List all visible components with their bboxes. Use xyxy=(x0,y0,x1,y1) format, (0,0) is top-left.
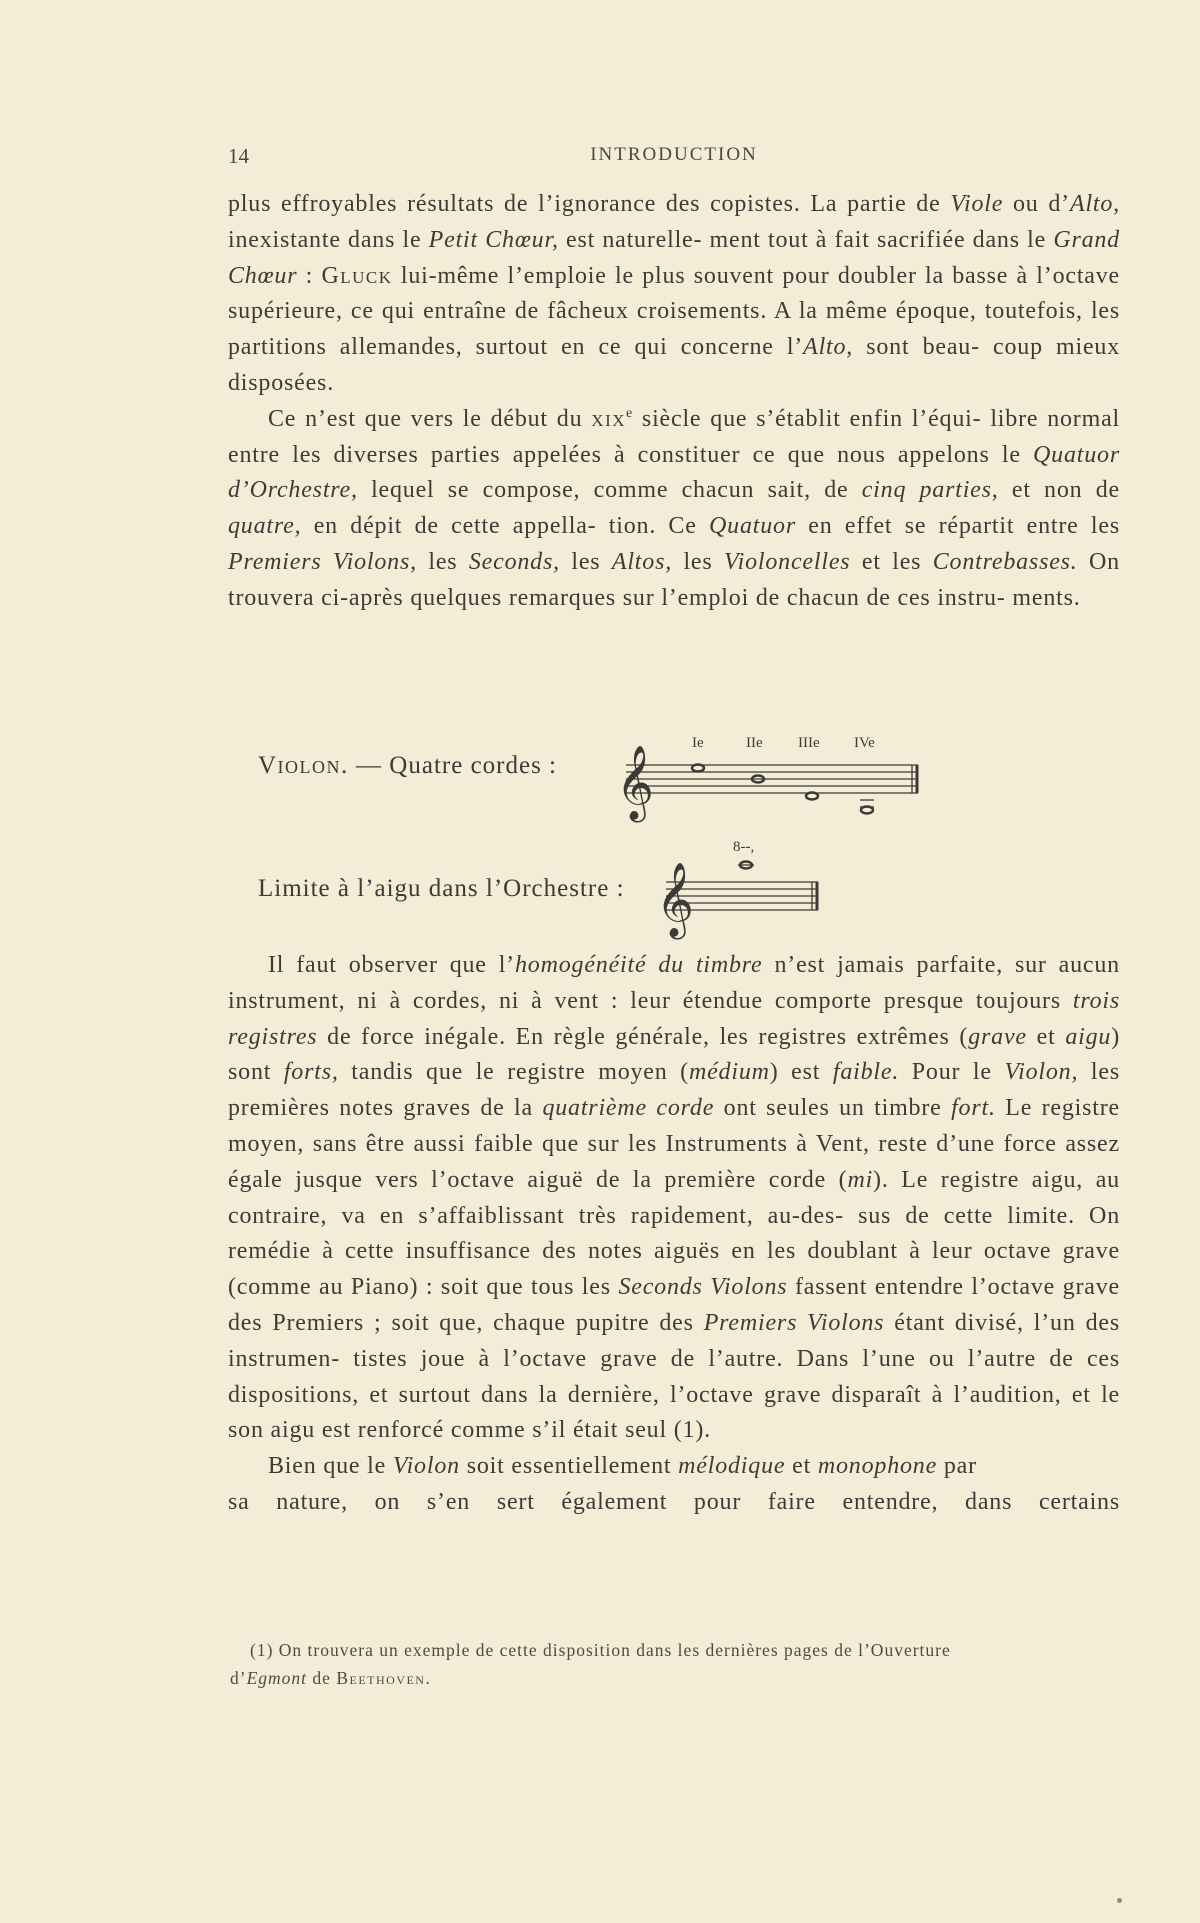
text-line: : xyxy=(297,262,322,289)
text-block-lower xyxy=(228,948,1120,1521)
text-italic: homogénéité du timbre xyxy=(514,952,763,978)
text-line: ) est xyxy=(769,1059,833,1086)
caption-text: — Quatre cordes : xyxy=(348,752,558,779)
century-numeral: xix xyxy=(591,405,627,432)
text-italic: Viole xyxy=(950,191,1004,217)
text-line: ments. xyxy=(1012,584,1081,611)
text-line: étant divisé, l’un des instrumen- xyxy=(228,1309,1120,1372)
text-italic: Quatuor d’Orchestre, xyxy=(228,441,1120,504)
text-line: inexistante dans le xyxy=(228,226,429,253)
violon-caption xyxy=(258,752,557,780)
text-italic: Petit Chœur, xyxy=(428,226,559,253)
footnote-text: (1) On trouvera un exemple de cette disposition dans les dernières pages de l’Ouverture xyxy=(250,1640,951,1660)
text-line: et les xyxy=(850,548,933,575)
text-italic: Violon, xyxy=(1004,1059,1079,1086)
string-label: Ie xyxy=(692,735,704,751)
text-italic: Alto, xyxy=(803,334,854,361)
text-italic: médium xyxy=(688,1059,770,1086)
text-italic: Altos, xyxy=(611,548,673,575)
text-italic: forts, xyxy=(283,1059,339,1086)
text-line: On trouvera xyxy=(228,548,1120,611)
text-line: de force inégale. En règle générale, xyxy=(317,1023,710,1050)
text-italic: Seconds, xyxy=(468,548,560,575)
text-line: sus de cette limite. On remédie à cette insuffisance des notes aiguës en xyxy=(228,1202,1120,1265)
text-line: moyen ( xyxy=(598,1059,689,1086)
text-italic: Quatuor xyxy=(709,513,796,540)
text-italic: Contrebasses. xyxy=(932,548,1078,575)
text-line: sa nature, on s’en sert également pour faire entendre, dans certains xyxy=(228,1488,1120,1515)
text-line: sans être aussi faible que sur les Instruments à Vent, reste d’une force xyxy=(312,1130,1057,1157)
text-italic: Grand Chœur xyxy=(228,226,1120,289)
composer-name: Beethoven. xyxy=(336,1668,432,1688)
instrument-name: Violon. xyxy=(258,752,349,779)
text-line: est naturelle- xyxy=(558,226,703,253)
text-line: ) sont xyxy=(228,1023,1120,1086)
paragraph-3 xyxy=(228,948,1120,1449)
text-line: et xyxy=(1026,1023,1066,1050)
text-line: en dépit de cette appella- xyxy=(301,513,597,540)
text-line: lui-même xyxy=(392,262,500,289)
note-string-4 xyxy=(861,807,873,814)
text-line: ci-après quelques remarques sur l’emploi de chacun de ces instru- xyxy=(321,584,1006,611)
text-line: les xyxy=(559,548,612,575)
text-line: les premières notes graves xyxy=(228,1059,1120,1122)
footnote-text: d’ xyxy=(230,1668,247,1688)
text-line: plus effroyables résultats de l’ignorance des copistes. La partie de xyxy=(228,191,941,217)
text-line: par xyxy=(937,1453,977,1480)
text-line: assez égale jusque vers l’octave aiguë de la première corde ( xyxy=(228,1130,1120,1193)
text-italic: mélodique xyxy=(678,1453,786,1480)
text-line: les partitions allemandes, surtout en ce qui concerne l’ xyxy=(228,298,1120,361)
note-string-3 xyxy=(806,793,818,800)
text-line: chaque pupitre des xyxy=(493,1309,704,1336)
limite-caption: Limite à l’aigu dans l’Orchestre : xyxy=(258,875,625,902)
text-italic: cinq parties, xyxy=(861,477,999,504)
page-number: 14 xyxy=(228,144,249,168)
note-string-1 xyxy=(692,765,704,772)
text-italic: mi xyxy=(847,1166,874,1193)
text-italic: grave xyxy=(968,1023,1027,1050)
text-line: Bien que le xyxy=(268,1453,393,1480)
footnote xyxy=(230,1636,1120,1692)
text-italic: Premiers Violons, xyxy=(228,548,417,575)
text-line: Ce n’est que vers le début du xyxy=(268,405,592,432)
treble-clef-icon: 𝄞 xyxy=(656,864,694,935)
text-line: ont seules un timbre xyxy=(714,1095,952,1122)
paragraph-1 xyxy=(228,187,1120,402)
paper-speck xyxy=(1117,1898,1122,1903)
text-italic: Violon xyxy=(392,1453,460,1480)
text-line: siècle que s’établit enfin l’équi- xyxy=(633,405,982,432)
text-line: les doublant à leur octave grave (comme au Piano) : soit que tous les xyxy=(228,1238,1120,1301)
text-line: libre normal entre les diverses parties appelées à constituer ce que xyxy=(228,405,1120,468)
text-line: et non de xyxy=(998,477,1120,504)
string-label: IVe xyxy=(854,735,875,751)
string-label: IIe xyxy=(746,735,763,751)
text-italic: Premiers Violons xyxy=(703,1309,885,1336)
text-line: ce qui entraîne de fâcheux croisements. A la même époque, toutefois, xyxy=(350,298,1083,325)
text-italic: aigu xyxy=(1065,1023,1112,1050)
text-line: tandis que le registre xyxy=(338,1059,586,1086)
running-title: INTRODUCTION xyxy=(590,144,758,165)
text-line: en effet se répartit entre les xyxy=(795,513,1120,540)
text-line: sont beau- xyxy=(853,334,980,361)
text-line: soit essentiellement xyxy=(459,1453,679,1480)
text-italic: quatrième corde xyxy=(542,1095,715,1122)
text-line: nous appelons le xyxy=(837,441,1034,468)
paragraph-4 xyxy=(228,1449,1120,1521)
text-line: ou d’ xyxy=(1003,191,1070,217)
text-italic: quatre, xyxy=(228,513,302,540)
text-line: ment tout à fait sacrifiée dans le xyxy=(709,226,1054,253)
upper-limit-staff xyxy=(652,840,832,940)
text-line: Il faut observer que l’ xyxy=(268,952,515,978)
text-line: tistes joue à l’octave grave de l’autre. Dans l’une ou l’autre de ces xyxy=(353,1345,1120,1372)
text-line: tion. Ce xyxy=(608,513,710,540)
text-line: et xyxy=(785,1453,818,1480)
paragraph-2 xyxy=(228,402,1120,617)
footnote-text: de xyxy=(307,1668,337,1688)
text-italic: monophone xyxy=(817,1453,938,1480)
treble-clef-icon: 𝄞 xyxy=(616,747,654,818)
text-line: les registres extrêmes ( xyxy=(719,1023,969,1050)
text-line: presque toujours xyxy=(883,987,1073,1014)
superscript: e xyxy=(626,405,634,421)
text-line: Pour le xyxy=(899,1059,1005,1086)
composer-name: Gluck xyxy=(321,262,393,289)
violin-strings-staff xyxy=(612,730,932,830)
text-line: Le registre moyen, xyxy=(228,1095,1120,1157)
text-line: fassent entendre l’octave grave des Premiers ; soit que, xyxy=(228,1274,1120,1336)
text-line: registre aigu, au contraire, va en s’affaiblissant très rapidement, au-des- xyxy=(228,1166,1120,1229)
text-italic: Seconds Violons xyxy=(618,1274,788,1301)
text-line: les xyxy=(416,548,458,575)
text-line: de la xyxy=(480,1095,543,1122)
text-line: les xyxy=(672,548,724,575)
text-line: l’audition, et le son aigu est renforcé comme s’il était seul (1). xyxy=(228,1381,1120,1444)
text-italic: Violoncelles xyxy=(723,548,851,575)
text-italic: faible. xyxy=(832,1059,900,1086)
text-line: sur aucun instrument, ni à cordes, ni à vent : leur étendue comporte xyxy=(228,952,1120,1014)
text-block-upper xyxy=(228,187,1120,617)
footnote-italic: Egmont xyxy=(246,1668,308,1688)
string-label: IIIe xyxy=(798,735,820,751)
text-line: l’emploie le plus souvent pour doubler la basse à l’octave supérieure, xyxy=(228,262,1120,325)
text-italic: Alto, xyxy=(1069,191,1120,217)
text-line: n’est jamais parfaite, xyxy=(762,952,1003,978)
text-line: chacun sait, de xyxy=(681,477,862,504)
text-line: dispositions, et surtout dans la dernière, l’octave grave disparaît à xyxy=(228,1381,944,1408)
footnote-line-2 xyxy=(230,1668,431,1688)
text-italic: fort. xyxy=(951,1095,996,1122)
running-header xyxy=(228,144,1120,170)
ottava-mark: 8--, xyxy=(733,840,755,855)
text-line: lequel se compose, comme xyxy=(357,477,669,504)
text-line: ). Le xyxy=(873,1166,929,1193)
text-italic: trois registres xyxy=(228,987,1120,1050)
text-line: coup mieux disposées. xyxy=(228,334,1121,396)
